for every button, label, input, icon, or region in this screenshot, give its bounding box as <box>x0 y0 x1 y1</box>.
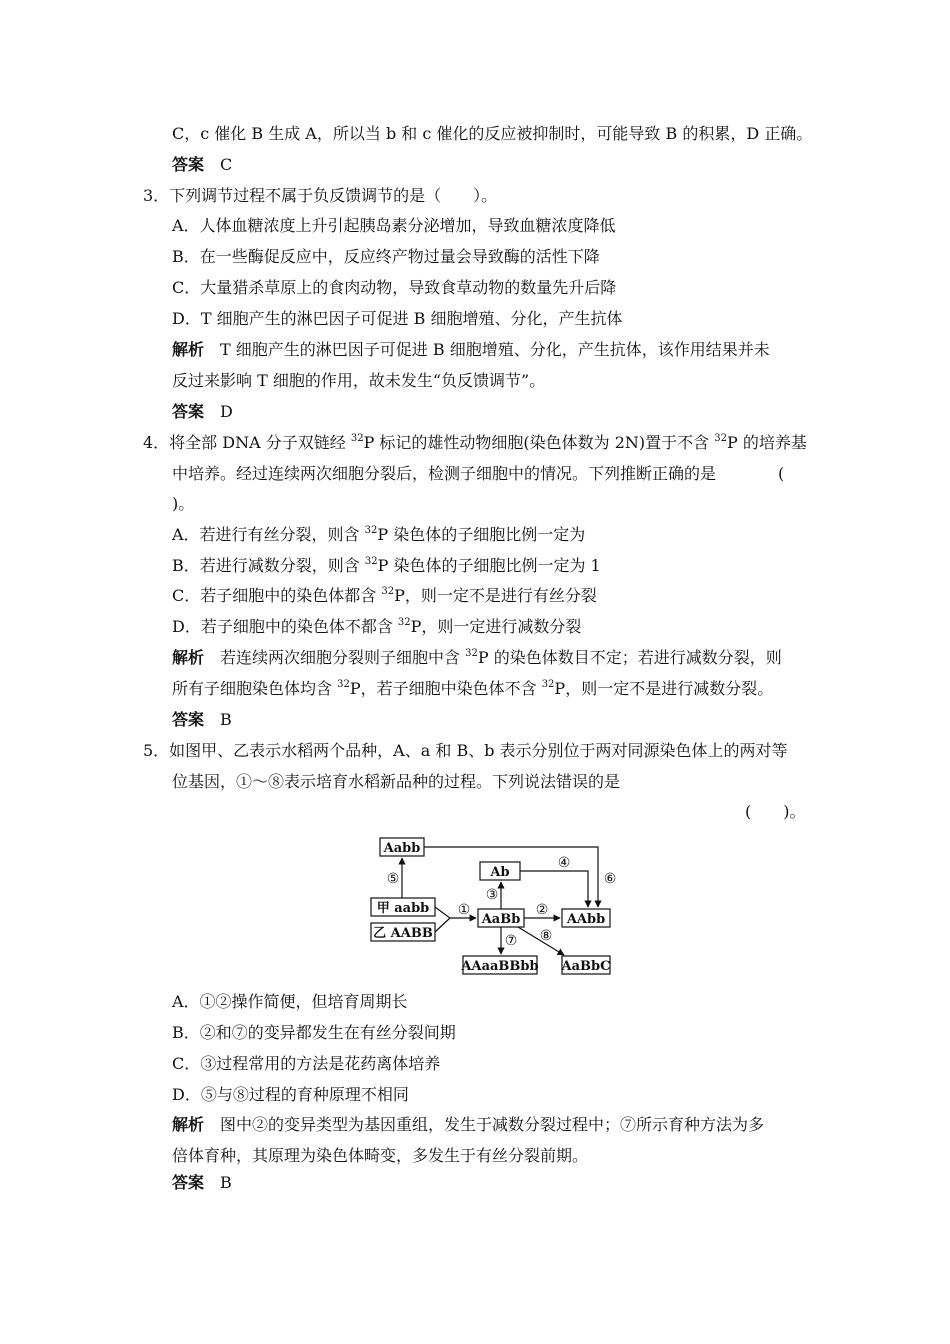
option-text: P 染色体的子细胞比例一定为 <box>377 525 586 544</box>
option-text: A．若进行有丝分裂，则含 <box>172 525 365 544</box>
q3-analysis-line1 <box>172 339 770 361</box>
answer-label: 答案 <box>172 155 205 174</box>
q5-analysis-line2: 倍体育种，其原理为染色体畸变，多发生于有丝分裂前期。 <box>172 1146 589 1165</box>
q4-stem-part: 4．将全部 DNA 分子双链经 <box>143 433 351 452</box>
analysis-text: P 的染色体数目不定；若进行减数分裂，则 <box>477 648 782 667</box>
answer-label: 答案 <box>172 710 205 729</box>
superscript: 32 <box>541 678 555 690</box>
q2-explanation-line: C，c 催化 B 生成 A，所以当 b 和 c 催化的反应被抑制时，可能导致 B 的积累，D 正确。 <box>172 124 813 143</box>
q5-analysis-line1 <box>172 1114 764 1136</box>
option-text: C．若子细胞中的染色体都含 <box>172 586 382 605</box>
label-5: ⑤ <box>386 871 400 887</box>
breeding-diagram <box>368 832 628 980</box>
label-3: ③ <box>485 887 499 903</box>
box-aabbc-label: AaBbC <box>561 959 611 974</box>
q4-option-c <box>172 585 597 607</box>
q4-stem-part: P 标记的雄性动物细胞(染色体数为 2N)置于不含 <box>363 433 715 452</box>
q4-stem-line1 <box>143 432 807 454</box>
q4-option-d <box>172 616 581 638</box>
q5-option-a: A．①②操作简便，但培育周期长 <box>172 992 408 1011</box>
option-text: D．若子细胞中的染色体不都含 <box>172 617 398 636</box>
analysis-text: P，则一定不是进行减数分裂。 <box>554 679 774 698</box>
label-4: ④ <box>557 855 571 871</box>
analysis-text: 所有子细胞染色体均含 <box>172 679 338 698</box>
q5-stem-line2: 位基因，①～⑧表示培育水稻新品种的过程。下列说法错误的是 <box>172 772 621 791</box>
q3-option-a: A．人体血糖浓度上升引起胰岛素分泌增加，导致血糖浓度降低 <box>172 216 616 235</box>
q5-option-d: D．⑤与⑧过程的育种原理不相同 <box>172 1085 409 1104</box>
q4-option-a <box>172 524 585 546</box>
q4-answer <box>172 709 232 731</box>
arrow-6 <box>424 847 598 907</box>
superscript: 32 <box>364 524 378 536</box>
superscript: 32 <box>397 616 411 628</box>
q4-stem-line2: 中培养。经过连续两次细胞分裂后，检测子细胞中的情况。下列推断正确的是 <box>172 464 717 483</box>
superscript: 32 <box>381 585 395 597</box>
q4-stem-paren: ( <box>778 464 785 483</box>
q3-analysis-line2: 反过来影响 T 细胞的作用，故未发生“负反馈调节”。 <box>172 371 546 390</box>
box-aaaa-label: AAaaBBbb <box>461 959 539 974</box>
option-text: B．若进行减数分裂，则含 <box>172 556 365 575</box>
q5-option-c: C．③过程常用的方法是花药离体培养 <box>172 1054 441 1073</box>
superscript: 32 <box>714 432 727 444</box>
answer-value: C <box>220 155 233 174</box>
box-aabb-right-label: AAbb <box>566 912 606 927</box>
answer-label: 答案 <box>172 402 205 421</box>
analysis-text: 图中②的变异类型为基因重组，发生于减数分裂过程中；⑦所示育种方法为多 <box>220 1115 765 1134</box>
option-text: P 染色体的子细胞比例一定为 1 <box>377 556 601 575</box>
q4-stem-line3: )。 <box>172 494 195 513</box>
box-yi-label: 乙 AABB <box>373 926 433 941</box>
box-ab-label: Ab <box>490 865 510 880</box>
box-jia-label: 甲 aabb <box>376 901 430 916</box>
label-1: ① <box>457 902 471 918</box>
q4-stem-part: P 的培养基 <box>727 433 807 452</box>
analysis-text: T 细胞产生的淋巴因子可促进 B 细胞增殖、分化，产生抗体，该作用结果并未 <box>220 340 770 359</box>
answer-label: 答案 <box>172 1173 205 1192</box>
merge-lines <box>435 907 450 932</box>
option-text: P，则一定进行减数分裂 <box>410 617 582 636</box>
q3-option-d: D．T 细胞产生的淋巴因子可促进 B 细胞增殖、分化，产生抗体 <box>172 309 623 328</box>
analysis-text: 若连续两次细胞分裂则子细胞中含 <box>220 648 466 667</box>
superscript: 32 <box>350 432 364 444</box>
analysis-text: P，若子细胞中染色体不含 <box>349 679 542 698</box>
q3-option-b: B．在一些酶促反应中，反应终产物过量会导致酶的活性下降 <box>172 247 600 266</box>
option-text: P，则一定不是进行有丝分裂 <box>394 586 597 605</box>
q3-option-c: C．大量猎杀草原上的食肉动物，导致食草动物的数量先升后降 <box>172 278 617 297</box>
q5-stem-line1: 5．如图甲、乙表示水稻两个品种，A、a 和 B、b 表示分别位于两对同源染色体上的两对等 <box>143 741 788 760</box>
analysis-label: 解析 <box>172 648 205 667</box>
label-6: ⑥ <box>603 871 617 887</box>
label-8: ⑧ <box>539 928 553 944</box>
q5-answer <box>172 1172 232 1194</box>
answer-value: B <box>220 710 232 729</box>
q4-option-b <box>172 555 601 577</box>
superscript: 32 <box>364 555 378 567</box>
q4-analysis-line1 <box>172 647 782 669</box>
q3-stem: 3．下列调节过程不属于负反馈调节的是（ ）。 <box>143 186 498 205</box>
box-aabb-mid-label: AaBb <box>481 912 521 927</box>
q2-answer <box>172 154 232 176</box>
analysis-label: 解析 <box>172 1115 205 1134</box>
q5-option-b: B．②和⑦的变异都发生在有丝分裂间期 <box>172 1023 456 1042</box>
arrow-4 <box>520 871 588 907</box>
label-7: ⑦ <box>504 933 518 949</box>
q3-answer <box>172 401 233 423</box>
superscript: 32 <box>337 678 350 690</box>
answer-value: B <box>220 1173 232 1192</box>
label-2: ② <box>535 902 549 918</box>
answer-value: D <box>220 402 233 421</box>
q5-stem-paren: ( )。 <box>745 802 806 821</box>
superscript: 32 <box>465 647 478 659</box>
analysis-label: 解析 <box>172 340 205 359</box>
box-aabb-top-label: Aabb <box>383 841 421 856</box>
q4-analysis-line2 <box>172 678 773 700</box>
